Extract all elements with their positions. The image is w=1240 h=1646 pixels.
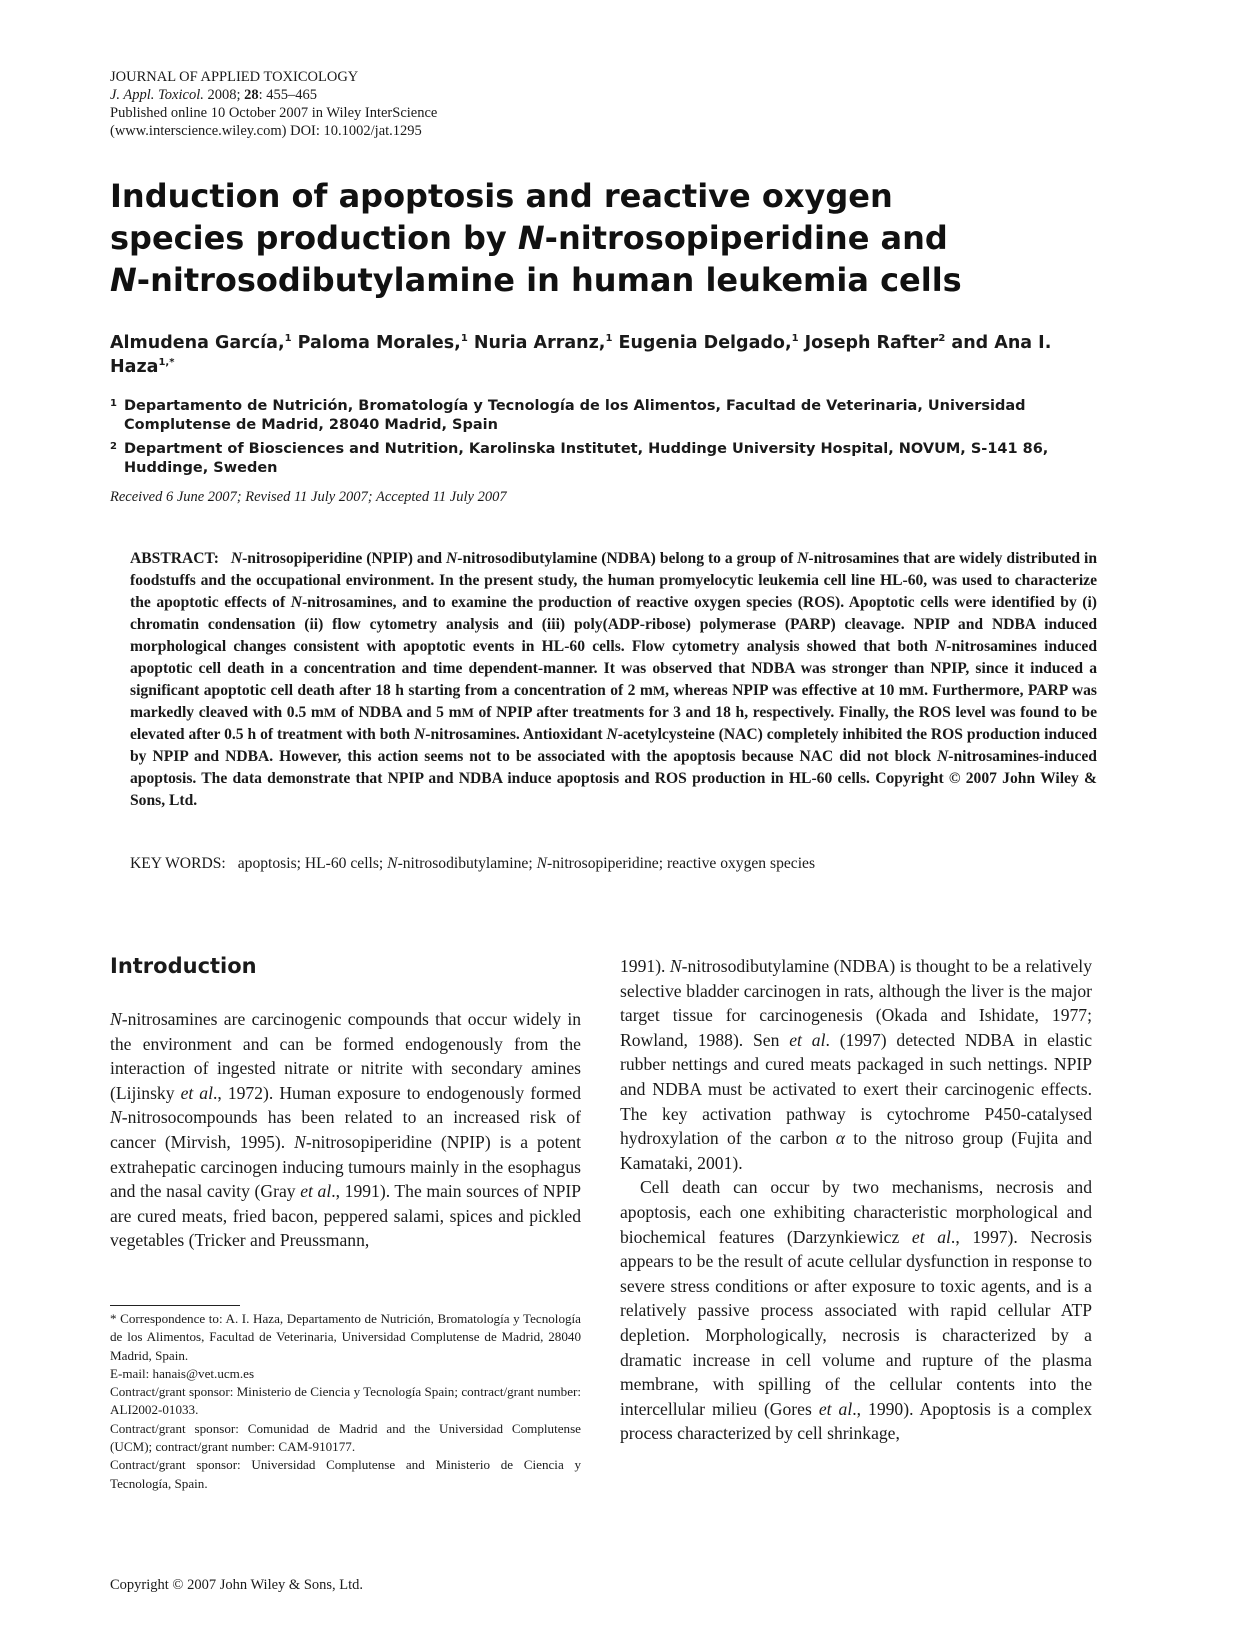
- title-italic-n: N: [517, 219, 545, 257]
- unit-molar: M: [323, 705, 337, 720]
- citation: [110, 86, 437, 104]
- author-affil-mark: 1: [791, 333, 799, 344]
- received-dates: Received 6 June 2007; Revised 11 July 2007; Accepted 11 July 2007: [110, 489, 507, 505]
- published-line: Published online 10 October 2007 in Wiley InterScience: [110, 105, 438, 121]
- italic-n: N: [936, 748, 949, 765]
- abstract-label: ABSTRACT:: [130, 550, 219, 567]
- body-text: Cell death can occur by two mechanisms, necrosis and apoptosis, each one exhibiting characteristic morphological and biochemical features (Darzynkiewicz: [620, 1177, 1092, 1247]
- keyword-text: -nitrosodibutylamine;: [397, 855, 537, 872]
- title-italic-n: N: [110, 261, 137, 299]
- abstract-text: of NPIP after treatments for 3 and 18 h, respectively. Finally, the ROS level was found to be elevated after 0.5 h of treatment with both: [130, 704, 1097, 743]
- footnote: Contract/grant sponsor: Universidad Complutense and Ministerio de Ciencia y Tecnología, Spain.: [110, 1457, 581, 1491]
- title-line-3: [110, 259, 1070, 301]
- et-al: et al: [180, 1082, 213, 1103]
- title-segment: -nitrosodibutylamine in human leukemia cells: [136, 261, 962, 299]
- author: [612, 333, 798, 353]
- author-affil-mark: 1,*: [158, 357, 175, 368]
- author-name: Nuria Arranz,: [467, 333, 606, 353]
- italic-n: N: [797, 550, 809, 567]
- affiliation-text: Department of Biosciences and Nutrition, Karolinska Institutet, Huddinge University Hospital, NOVUM, S-141 86, Huddinge, Sweden: [124, 441, 1049, 476]
- section-heading: Introduction: [110, 954, 257, 978]
- italic-n: N: [290, 594, 302, 611]
- body-text: -nitrosodibutylamine (NDBA) is thought to be a relatively selective bladder carcinogen in rats, although the liver is the major target tissue for carcinogenesis (Okada and Ishidate, 1977; Rowland, 1988). Sen: [620, 956, 1092, 1050]
- unit-molar: M: [911, 683, 925, 698]
- footnote-divider: [110, 1305, 240, 1306]
- body-text: . (1997) detected NDBA in elastic rubber nettings and cured meats packaged in such nettings. NPIP and NDBA must be activated to exert their carcinogenic effects. The key activation pathway is cytochrome P450-catalysed hydroxylation of the carbon: [620, 1029, 1093, 1149]
- journal-name: JOURNAL OF APPLIED TOXICOLOGY: [110, 69, 359, 85]
- footnote: * Correspondence to: A. I. Haza, Departamento de Nutrición, Bromatología y Tecnología de los Alimentos, Facultad de Veterinaria, Universidad Complutense de Madrid, 28040 Madrid, Spain.: [110, 1311, 581, 1363]
- footnote: Contract/grant sponsor: Ministerio de Ciencia y Tecnología Spain; contract/grant number: ALI2002-01033.: [110, 1384, 581, 1418]
- author-affil-mark: 2: [938, 333, 946, 344]
- body-text: -nitrosamines are carcinogenic compounds that occur widely in the environment and can be formed endogenously from the interaction of ingested nitrate or nitrite with secondary amines (Lijinsky: [110, 1009, 581, 1103]
- italic-n: N: [413, 726, 426, 743]
- citation-pages: : 455–465: [258, 87, 318, 103]
- title-segment: -nitrosopiperidine and: [544, 219, 948, 257]
- title-line-2: [110, 217, 1070, 259]
- keyword-text: -nitrosopiperidine; reactive oxygen species: [547, 855, 816, 872]
- et-al: et al: [789, 1029, 826, 1050]
- author: [799, 333, 946, 353]
- author-name: Joseph Rafter: [798, 333, 939, 353]
- abstract-text: -nitrosamines-induced apoptosis. The data demonstrate that NPIP and NDBA induce apoptosis and ROS production in HL-60 cells. Copyright © 2007 John Wiley & Sons, Ltd.: [130, 748, 1097, 809]
- italic-n: N: [446, 550, 458, 567]
- affiliation: [110, 397, 1110, 435]
- title-line-1: Induction of apoptosis and reactive oxygen: [110, 177, 893, 215]
- abstract-text: of NDBA and 5 m: [336, 704, 462, 721]
- author: [468, 333, 613, 353]
- body-text: 1991).: [620, 956, 670, 976]
- journal-header: [110, 68, 437, 140]
- author-name: Paloma Morales,: [291, 333, 461, 353]
- author-name: Eugenia Delgado,: [612, 333, 792, 353]
- affiliation-number: 2: [110, 441, 117, 452]
- paragraph: [620, 1175, 1092, 1446]
- abstract-text: -nitrosodibutylamine (NDBA) belong to a group of: [457, 550, 798, 567]
- doi-line: (www.interscience.wiley.com) DOI: 10.1002/jat.1295: [110, 123, 422, 139]
- footnote: E-mail: hanais@vet.ucm.es: [110, 1365, 255, 1381]
- abstract-text: -nitrosamines. Antioxidant: [425, 726, 607, 743]
- italic-n: N: [536, 855, 547, 872]
- citation-volume: 28: [244, 87, 259, 103]
- title-segment: species production by: [110, 219, 518, 257]
- body-text: ., 1972). Human exposure to endogenously formed: [213, 1082, 582, 1103]
- et-al: et al: [300, 1181, 332, 1202]
- unit-molar: M: [461, 705, 474, 720]
- keywords: [130, 855, 815, 873]
- citation-year: 2008;: [203, 87, 245, 103]
- body-column-right: [620, 954, 1092, 1446]
- affiliation-text: Departamento de Nutrición, Bromatología y Tecnología de los Alimentos, Facultad de Veterinaria, Universidad Complutense de Madrid, 28040 Madrid, Spain: [124, 398, 1026, 433]
- italic-n: N: [387, 855, 398, 872]
- affiliation-number: 1: [110, 398, 117, 409]
- et-al: et al: [818, 1398, 853, 1419]
- italic-n: N: [110, 1009, 122, 1029]
- et-al: et al: [911, 1226, 951, 1247]
- alpha-symbol: α: [835, 1128, 846, 1149]
- author-affil-mark: 1: [284, 333, 292, 344]
- keywords-label: KEY WORDS:: [130, 855, 226, 872]
- author: [292, 333, 468, 353]
- body-text: -nitrosocompounds has been related to an increased risk of cancer (Mirvish, 1995).: [110, 1107, 581, 1152]
- keyword-text: apoptosis; HL-60 cells;: [237, 855, 388, 872]
- article-title: [110, 175, 1070, 301]
- abstract-text: -acetylcysteine (NAC) completely inhibited the ROS production induced by NPIP and NDBA. However, this action seems not to be associated with the apoptosis because NAC did not block: [130, 726, 1097, 765]
- body-text: ., 1990). Apoptosis is a complex process characterized by cell shrinkage,: [620, 1398, 1092, 1444]
- citation-abbrev: J. Appl. Toxicol.: [110, 87, 204, 103]
- italic-n: N: [294, 1131, 306, 1152]
- body-text: -nitrosopiperidine (NPIP) is a potent extrahepatic carcinogen inducing tumours mainly in the esophagus and the nasal cavity (Gray: [110, 1131, 582, 1202]
- page-footer: Copyright © 2007 John Wiley & Sons, Ltd.: [110, 1577, 364, 1593]
- author-affil-mark: 1: [605, 333, 613, 344]
- italic-n: N: [669, 956, 682, 976]
- author-affil-mark: 1: [460, 333, 468, 344]
- italic-n: N: [606, 726, 618, 743]
- abstract-text: -nitrosamines induced apoptotic cell death in a concentration and time dependent-manner. It was observed that NDBA was stronger than NPIP, since it induced a significant apoptotic cell death after 18 h starting from a concentration of 2 m: [130, 638, 1097, 699]
- paragraph: [110, 1007, 581, 1253]
- italic-n: N: [110, 1107, 122, 1128]
- author-name: and Ana I. Haza: [110, 333, 1052, 377]
- abstract-text: -nitrosamines that are widely distributed in foodstuffs and the occupational environment. In the present study, the human promyelocytic leukemia cell line HL-60, was used to characterize the apoptotic effects of: [130, 550, 1098, 611]
- paragraph: [620, 954, 1092, 1175]
- body-column-left: [110, 1007, 581, 1253]
- author-list: [110, 331, 1110, 379]
- body-text: ., 1997). Necrosis appears to be the result of acute cellular dysfunction in response to severe stress conditions or after exposure to toxic agents, and is a relatively passive process associated with rapid cellular ATP depletion. Morphologically, necrosis is characterized by a dramatic increase in cell volume and rupture of the plasma membrane, with spilling of the cellular contents into the intercellular milieu (Gores: [620, 1226, 1092, 1419]
- author: [110, 333, 292, 353]
- body-text: ., 1991). The main sources of NPIP are cured meats, fried bacon, peppered salami, spices and pickled vegetables (Tricker and Preussmann,: [110, 1181, 581, 1251]
- footnote: Contract/grant sponsor: Comunidad de Madrid and the Universidad Complutense (UCM); contract/grant number: CAM-910177.: [110, 1420, 581, 1455]
- italic-n: N: [934, 638, 947, 655]
- unit-molar: M: [652, 683, 666, 698]
- footnotes: [110, 1310, 581, 1493]
- affiliation: [110, 440, 1110, 478]
- body-text: to the nitroso group (Fujita and Kamataki, 2001).: [620, 1128, 1092, 1173]
- abstract-text: -nitrosamines, and to examine the production of reactive oxygen species (ROS). Apoptotic cells were identified by (i) chromatin condensation (ii) flow cytometry analysis and (iii) poly(ADP-ribose) polymerase (PARP) cleavage. NPIP and NDBA induced morphological changes consistent with apoptotic events in HL-60 cells. Flow cytometry analysis showed that both: [130, 594, 1097, 655]
- author-name: Almudena García,: [110, 333, 285, 353]
- abstract-text: . Furthermore, PARP was markedly cleaved with 0.5 m: [130, 682, 1097, 721]
- abstract-text: , whereas NPIP was effective at 10 m: [665, 682, 912, 699]
- abstract-text: -nitrosopiperidine (NPIP) and: [242, 550, 446, 567]
- italic-n: N: [230, 550, 243, 567]
- abstract: [130, 548, 1097, 812]
